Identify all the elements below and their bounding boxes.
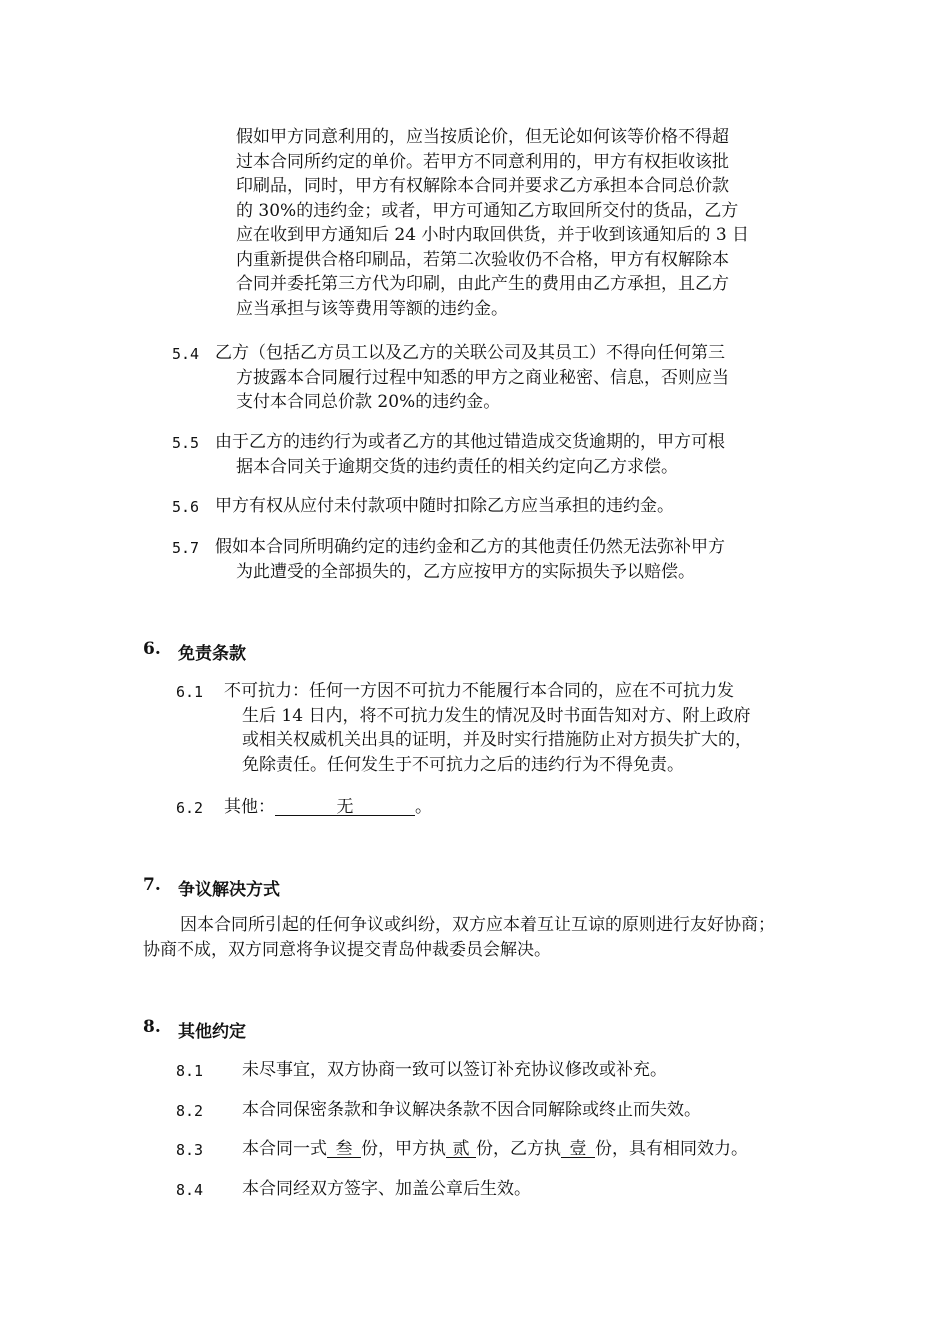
clause-6-1-line-4: 免除责任。任何发生于不可抗力之后的违约行为不得免责。	[242, 755, 684, 775]
clause-6-2-number: 6.2	[176, 799, 204, 817]
clause-8-3-part-b: 份，甲方执	[361, 1139, 446, 1159]
section-8-title: 其他约定	[178, 1022, 246, 1042]
clause-5-3-line-2: 过本合同所约定的单价。若甲方不同意利用的，甲方有权拒收该批	[236, 152, 729, 172]
section-7-title: 争议解决方式	[178, 880, 280, 900]
clause-8-3-part-a: 本合同一式	[242, 1139, 327, 1159]
clause-5-5-line-2: 据本合同关于逾期交货的违约责任的相关约定向乙方求偿。	[236, 457, 678, 477]
clause-5-3-line-3: 印刷品，同时，甲方有权解除本合同并要求乙方承担本合同总价款	[236, 176, 729, 196]
clause-5-5-number: 5.5	[172, 434, 200, 452]
clause-6-1-number: 6.1	[176, 683, 204, 701]
clause-8-3-party-a-copies: 贰	[446, 1138, 476, 1158]
clause-6-1-line-2: 生后 14 日内，将不可抗力发生的情况及时书面告知对方、附上政府	[242, 706, 751, 726]
clause-5-4-number: 5.4	[172, 345, 200, 363]
clause-5-3-line-4: 的 30%的违约金；或者，甲方可通知乙方取回所交付的货品，乙方	[236, 201, 739, 221]
clause-5-7-line-2: 为此遭受的全部损失的，乙方应按甲方的实际损失予以赔偿。	[236, 562, 695, 582]
clause-6-2-label: 其他：	[224, 797, 275, 817]
clause-6-1-line-1: 不可抗力：任何一方因不可抗力不能履行本合同的，应在不可抗力发	[224, 681, 734, 701]
clause-6-2-end: 。	[415, 797, 432, 817]
clause-8-1-number: 8.1	[176, 1062, 204, 1080]
section-8-number: 8.	[143, 1017, 161, 1037]
clause-5-4-line-1: 乙方（包括乙方员工以及乙方的关联公司及其员工）不得向任何第三	[215, 343, 725, 363]
clause-6-2-line	[224, 795, 432, 820]
clause-8-2-number: 8.2	[176, 1102, 204, 1120]
clause-8-3-copies: 叁	[327, 1138, 361, 1158]
clause-8-3-part-c: 份，乙方执	[476, 1139, 561, 1159]
clause-8-2-text: 本合同保密条款和争议解决条款不因合同解除或终止而失效。	[242, 1100, 701, 1120]
clause-8-4-number: 8.4	[176, 1181, 204, 1199]
section-6-number: 6.	[143, 639, 161, 659]
clause-5-3-line-6: 内重新提供合格印刷品，若第二次验收仍不合格，甲方有权解除本	[236, 250, 729, 270]
section-6-title: 免责条款	[178, 644, 246, 664]
clause-5-3-line-5: 应在收到甲方通知后 24 小时内取回供货，并于收到该通知后的 3 日	[236, 225, 750, 245]
clause-8-4-text: 本合同经双方签字、加盖公章后生效。	[242, 1179, 531, 1199]
clause-5-7-line-1: 假如本合同所明确约定的违约金和乙方的其他责任仍然无法弥补甲方	[215, 537, 725, 557]
clause-5-3-line-7: 合同并委托第三方代为印刷，由此产生的费用由乙方承担，且乙方	[236, 274, 729, 294]
clause-5-7-number: 5.7	[172, 539, 200, 557]
section-7-line-1: 因本合同所引起的任何争议或纠纷，双方应本着互让互谅的原则进行友好协商；	[180, 915, 775, 935]
clause-8-3-part-d: 份，具有相同效力。	[595, 1139, 748, 1159]
section-7-number: 7.	[143, 875, 161, 895]
clause-8-3-party-b-copies: 壹	[561, 1138, 595, 1158]
clause-5-5-line-1: 由于乙方的违约行为或者乙方的其他过错造成交货逾期的，甲方可根	[215, 432, 725, 452]
section-7-line-2: 协商不成，双方同意将争议提交青岛仲裁委员会解决。	[143, 940, 551, 960]
clause-8-1-text: 未尽事宜，双方协商一致可以签订补充协议修改或补充。	[242, 1060, 667, 1080]
clause-5-6-number: 5.6	[172, 498, 200, 516]
clause-5-3-line-1: 假如甲方同意利用的，应当按质论价，但无论如何该等价格不得超	[236, 127, 729, 147]
clause-8-3-number: 8.3	[176, 1141, 204, 1159]
clause-5-4-line-2: 方披露本合同履行过程中知悉的甲方之商业秘密、信息，否则应当	[236, 368, 729, 388]
clause-6-2-value: 无	[275, 796, 415, 816]
clause-5-4-line-3: 支付本合同总价款 20%的违约金。	[236, 392, 501, 412]
clause-5-3-line-8: 应当承担与该等费用等额的违约金。	[236, 299, 508, 319]
clause-6-1-line-3: 或相关权威机关出具的证明，并及时实行措施防止对方损失扩大的，	[242, 730, 752, 750]
clause-5-6-line-1: 甲方有权从应付未付款项中随时扣除乙方应当承担的违约金。	[215, 496, 674, 516]
clause-8-3-text	[242, 1137, 748, 1162]
